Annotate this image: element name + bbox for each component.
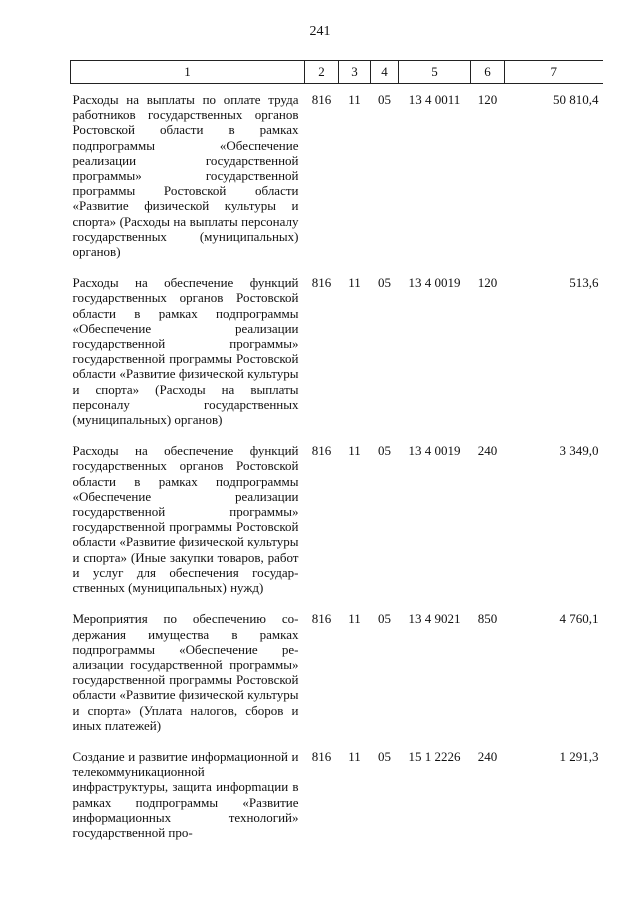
- table-row: [71, 267, 603, 435]
- section-code: 11: [348, 611, 361, 627]
- row-description: Расходы на обеспечение функций государственных органов Ростовской области в рамках подпрограммы «Обеспечение реализации государственной программы» государственной программы Ростовской области «Развитие физической культуры и спорта» (Иные закупки товаров, работ и услуг для обеспечения государственных (муниципальных) нужд): [72, 443, 299, 596]
- amount: 1 291,3: [559, 748, 599, 764]
- column-header: 3: [339, 61, 371, 84]
- ministry-code: 816: [311, 611, 332, 627]
- column-header: 4: [371, 61, 399, 84]
- section-code: 11: [348, 443, 361, 459]
- column-header: 6: [471, 61, 505, 84]
- row-description: Мероприятия по обеспечению содержания имущества в рамках подпрограммы «Обеспечение реализации государственной программы» государственной программы Ростовской области «Развитие физической культуры и спорта» (Уплата налогов, сборов и иных платежей): [72, 611, 299, 733]
- budget-table: [70, 60, 603, 848]
- table-row: [71, 741, 603, 848]
- section-code: 11: [348, 748, 361, 764]
- expense-type-code: 120: [477, 92, 498, 107]
- target-article-code: 15 1 2226: [408, 748, 461, 764]
- ministry-code: 816: [311, 748, 332, 764]
- subsection-code: 05: [378, 748, 391, 764]
- expense-type-code: 240: [477, 748, 498, 764]
- target-article-code: 13 4 0011: [408, 92, 461, 107]
- row-description: Расходы на обеспечение функций государственных органов Ростовской области в рамках подпрограммы «Обеспечение реализации государственной программы» государственной программы Ростовской области «Развитие физической культуры и спорта» (Расходы на выплаты персоналу государственных (муниципальных) органов): [72, 275, 299, 428]
- subsection-code: 05: [378, 275, 391, 291]
- target-article-code: 13 4 0019: [408, 443, 461, 459]
- ministry-code: 816: [311, 92, 332, 107]
- amount: 50 810,4: [553, 92, 599, 107]
- row-description: Создание и развитие информационной и телекоммуникационной инфраструктуры, защита инфорmации в рамках подпрограммы «Развитие информационных технологий» государственной про-: [72, 748, 299, 840]
- target-article-code: 13 4 9021: [408, 611, 461, 627]
- section-code: 11: [348, 92, 361, 107]
- column-header: 5: [399, 61, 471, 84]
- subsection-code: 05: [378, 611, 391, 627]
- expense-type-code: 120: [477, 275, 498, 291]
- subsection-code: 05: [378, 443, 391, 459]
- amount: 3 349,0: [559, 443, 599, 459]
- table-header: [71, 61, 603, 84]
- expense-type-code: 850: [477, 611, 498, 627]
- column-header: 1: [71, 61, 305, 84]
- row-description: Расходы на выплаты по оплате труда работников государственных органов Ростовской области в рамках подпрограммы «Обеспечение реализации государственной программы» государственной программы Ростовской области «Развитие физической культуры и спорта» (Расходы на выплаты персоналу государственных (муниципальных) органов): [72, 92, 299, 260]
- expense-type-code: 240: [477, 443, 498, 459]
- amount: 4 760,1: [559, 611, 599, 627]
- ministry-code: 816: [311, 443, 332, 459]
- target-article-code: 13 4 0019: [408, 275, 461, 291]
- subsection-code: 05: [378, 92, 391, 107]
- column-header: 2: [305, 61, 339, 84]
- table-row: [71, 84, 603, 268]
- table-row: [71, 435, 603, 603]
- section-code: 11: [348, 275, 361, 291]
- ministry-code: 816: [311, 275, 332, 291]
- amount: 513,6: [569, 275, 599, 291]
- page-number: 241: [309, 24, 331, 39]
- column-header: 7: [505, 61, 603, 84]
- table-row: [71, 603, 603, 741]
